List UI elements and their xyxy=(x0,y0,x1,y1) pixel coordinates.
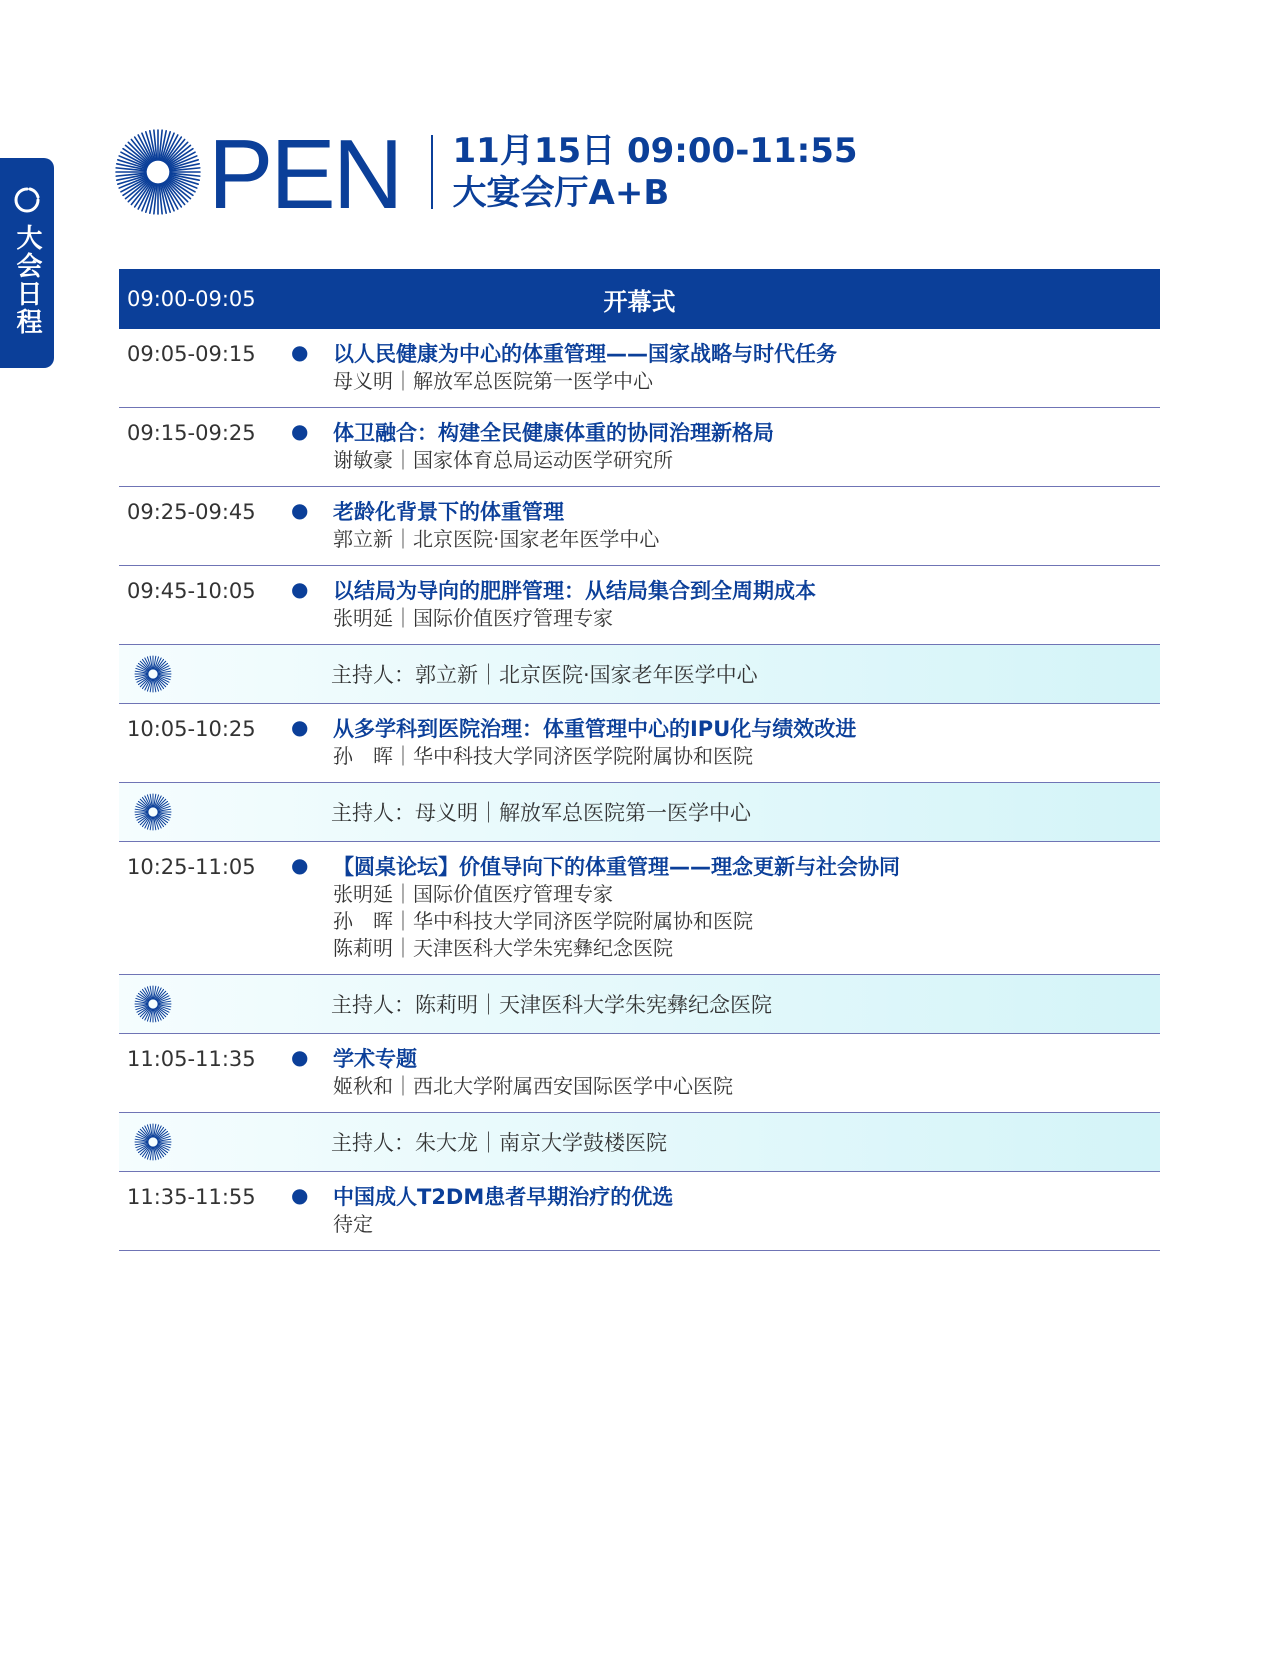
host-text: 主持人：陈莉明｜天津医科大学朱宪彝纪念医院 xyxy=(331,993,772,1017)
session-date-time: 11月15日 09:00-11:55 xyxy=(452,131,858,171)
schedule-row xyxy=(119,329,1160,408)
schedule-row xyxy=(119,408,1160,487)
bullet-icon: ● xyxy=(291,577,309,601)
opening-row xyxy=(119,269,1160,329)
sunburst-icon xyxy=(133,792,173,832)
row-time: 11:35-11:55 xyxy=(127,1185,256,1209)
speaker: 谢敏豪｜国家体育总局运动医学研究所 xyxy=(333,448,673,472)
schedule-row xyxy=(119,704,1160,783)
talk-content xyxy=(333,854,1160,962)
host-text: 主持人：母义明｜解放军总医院第一医学中心 xyxy=(331,801,751,825)
talk-title: 中国成人T2DM患者早期治疗的优选 xyxy=(333,1185,674,1209)
host-row xyxy=(119,783,1160,842)
bullet-icon: ● xyxy=(291,498,309,522)
talk-title: 以结局为导向的肥胖管理：从结局集合到全周期成本 xyxy=(333,579,816,603)
speaker: 张明延｜国际价值医疗管理专家 xyxy=(333,606,613,630)
host-row xyxy=(119,975,1160,1034)
side-tab-label: 大会日程 xyxy=(12,224,42,336)
row-time: 09:15-09:25 xyxy=(127,421,256,445)
bullet-icon: ● xyxy=(291,1183,309,1207)
row-time: 09:45-10:05 xyxy=(127,579,256,603)
bullet-icon: ● xyxy=(291,853,309,877)
speaker: 母义明｜解放军总医院第一医学中心 xyxy=(333,369,653,393)
schedule-row xyxy=(119,842,1160,975)
bullet-icon: ● xyxy=(291,1045,309,1069)
talk-title: 【圆桌论坛】价值导向下的体重管理——理念更新与社会协同 xyxy=(333,855,900,879)
host-text: 主持人：郭立新｜北京医院·国家老年医学中心 xyxy=(331,663,758,687)
talk-content xyxy=(333,716,1160,770)
talk-title: 学术专题 xyxy=(333,1047,417,1071)
talk-title: 体卫融合：构建全民健康体重的协同治理新格局 xyxy=(333,421,774,445)
host-row xyxy=(119,645,1160,704)
talk-content xyxy=(333,1046,1160,1100)
talk-title: 以人民健康为中心的体重管理——国家战略与时代任务 xyxy=(333,342,837,366)
speaker: 郭立新｜北京医院·国家老年医学中心 xyxy=(333,527,660,551)
bullet-icon: ● xyxy=(291,715,309,739)
talk-content xyxy=(333,420,1160,474)
schedule-row xyxy=(119,1034,1160,1113)
host-text: 主持人：朱大龙｜南京大学鼓楼医院 xyxy=(331,1131,667,1155)
opening-title: 开幕式 xyxy=(603,287,676,316)
bullet-icon: ● xyxy=(291,340,309,364)
schedule-row xyxy=(119,487,1160,566)
host-row xyxy=(119,1113,1160,1172)
sunburst-icon xyxy=(133,654,173,694)
schedule-table xyxy=(119,269,1160,1251)
speaker: 孙 晖｜华中科技大学同济医学院附属协和医院 xyxy=(333,909,753,933)
refresh-icon xyxy=(13,186,41,214)
schedule-row xyxy=(119,1172,1160,1251)
header-info xyxy=(453,130,858,214)
speaker: 孙 晖｜华中科技大学同济医学院附属协和医院 xyxy=(333,744,753,768)
speaker: 陈莉明｜天津医科大学朱宪彝纪念医院 xyxy=(333,936,673,960)
side-tab[interactable] xyxy=(0,158,54,368)
talk-title: 从多学科到医院治理：体重管理中心的IPU化与绩效改进 xyxy=(333,717,857,741)
row-time: 09:05-09:15 xyxy=(127,342,256,366)
talk-content xyxy=(333,1184,1160,1238)
schedule-row xyxy=(119,566,1160,645)
logo-text: PEN xyxy=(208,119,401,229)
sunburst-logo-icon xyxy=(114,128,202,216)
speaker: 张明延｜国际价值医疗管理专家 xyxy=(333,882,613,906)
header-divider xyxy=(431,135,433,209)
row-time: 09:25-09:45 xyxy=(127,500,256,524)
row-time: 11:05-11:35 xyxy=(127,1047,256,1071)
sunburst-icon xyxy=(133,984,173,1024)
sunburst-icon xyxy=(133,1122,173,1162)
speaker: 待定 xyxy=(333,1212,373,1236)
row-time: 10:05-10:25 xyxy=(127,717,256,741)
session-venue: 大宴会厅A+B xyxy=(452,173,670,213)
speaker: 姬秋和｜西北大学附属西安国际医学中心医院 xyxy=(333,1074,733,1098)
bullet-icon: ● xyxy=(291,419,309,443)
row-time: 10:25-11:05 xyxy=(127,855,256,879)
talk-content xyxy=(333,499,1160,553)
talk-content xyxy=(333,578,1160,632)
talk-content xyxy=(333,341,1160,395)
talk-title: 老龄化背景下的体重管理 xyxy=(333,500,564,524)
opening-time: 09:00-09:05 xyxy=(127,287,256,311)
page-header xyxy=(114,119,858,229)
